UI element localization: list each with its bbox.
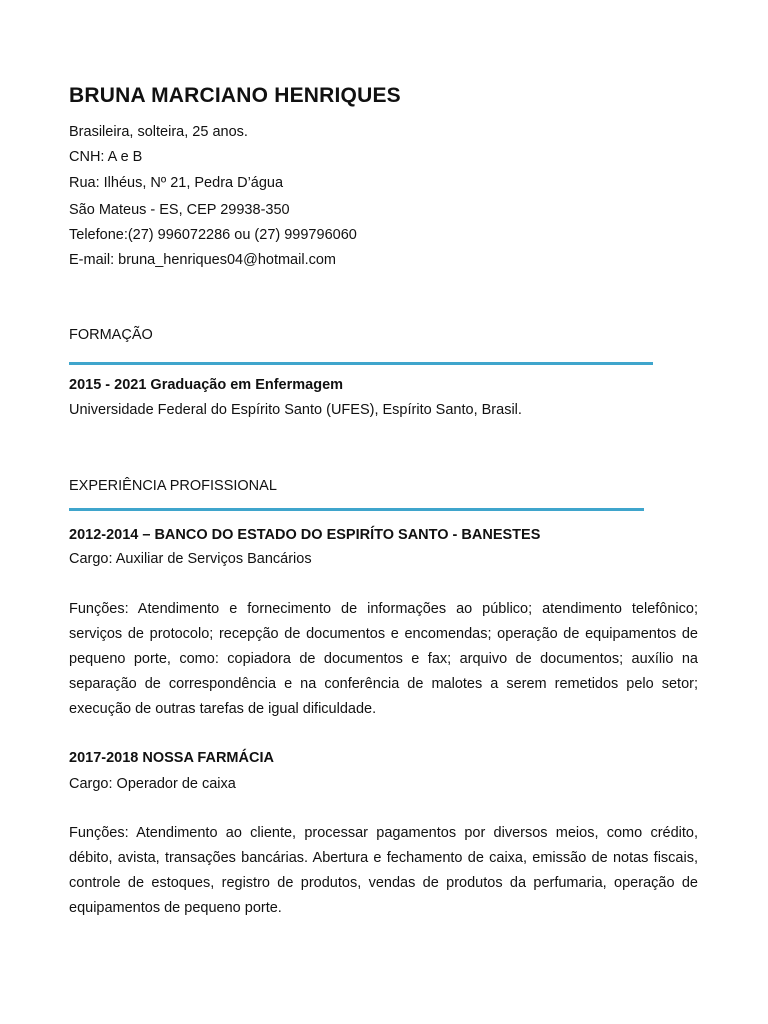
section-divider-experiencia xyxy=(69,508,644,511)
job-heading: 2012-2014 – BANCO DO ESTADO DO ESPIRÍTO SANTO - BANESTES xyxy=(69,527,541,543)
job-duties: Funções: Atendimento ao cliente, processar pagamentos por diversos meios, como crédito, débito, avista, transações bancárias. Abertura e fechamento de caixa, emissão de notas fiscais, controle de estoques, registro de produtos, vendas de produtos da perfumaria, operação de equipamentos de pequeno porte. xyxy=(69,825,698,916)
info-phone: Telefone:(27) 996072286 ou (27) 999796060 xyxy=(69,227,357,243)
section-divider-formacao xyxy=(69,362,653,365)
job-heading: 2017-2018 NOSSA FARMÁCIA xyxy=(69,750,274,766)
job-role: Cargo: Auxiliar de Serviços Bancários xyxy=(69,551,312,567)
formacao-institution: Universidade Federal do Espírito Santo (UFES), Espírito Santo, Brasil. xyxy=(69,402,522,418)
info-street: Rua: Ilhéus, Nº 21, Pedra D’água xyxy=(69,175,284,191)
candidate-name: BRUNA MARCIANO HENRIQUES xyxy=(69,84,401,107)
info-nationality: Brasileira, solteira, 25 anos. xyxy=(69,124,248,140)
formacao-heading: 2015 - 2021 Graduação em Enfermagem xyxy=(69,377,344,393)
info-city: São Mateus - ES, CEP 29938-350 xyxy=(69,202,290,218)
job-duties: Funções: Atendimento e fornecimento de informações ao público; atendimento telefônico; serviços de protocolo; recepção de documentos e encomendas; operação de equipamentos de pequeno porte, como: copiadora de documentos e fax; arquivo de documentos; auxílio na separação de correspondência e na conferência de malotes a serem remetidos pelo setor; execução de outras tarefas de igual dificuldade. xyxy=(69,601,698,717)
section-title-experiencia: EXPERIÊNCIA PROFISSIONAL xyxy=(69,478,277,494)
section-title-formacao: FORMAÇÃO xyxy=(69,327,153,343)
info-email: E-mail: bruna_henriques04@hotmail.com xyxy=(69,252,336,268)
job-role: Cargo: Operador de caixa xyxy=(69,776,236,792)
info-license: CNH: A e B xyxy=(69,149,143,165)
